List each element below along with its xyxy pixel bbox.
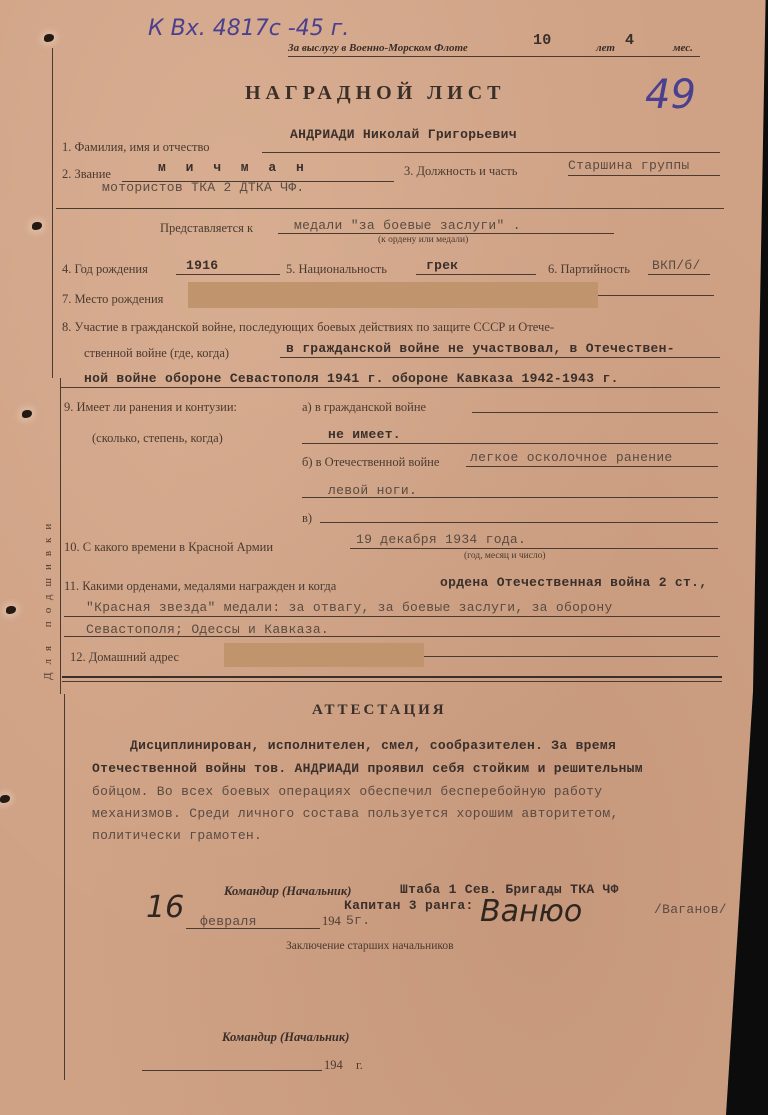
- footer-year: 194: [324, 1058, 343, 1072]
- birth-year-value: 1916: [186, 258, 219, 273]
- nomination-value: медали "за боевые заслуги" .: [294, 218, 521, 233]
- wounds-civil-line: [472, 412, 718, 413]
- margin-rule: [60, 378, 61, 694]
- nomination-label: Представляется к: [160, 221, 254, 235]
- commander-rank: Капитан 3 ранга:: [344, 898, 474, 913]
- service-months: 4: [625, 32, 635, 49]
- footer-date-line: [142, 1070, 322, 1071]
- wounds-civil-label: а) в гражданской войне: [302, 400, 427, 414]
- date-line: [186, 928, 320, 929]
- combat-line-2: [60, 387, 720, 388]
- years-label: лет: [596, 42, 615, 54]
- combat-value-2: ной войне обороне Севастополя 1941 г. обороне Кавказа 1942-1943 г.: [84, 371, 619, 386]
- birthplace-redaction: [188, 282, 598, 308]
- binding-hole-icon: [22, 410, 32, 418]
- birthplace-line: [598, 295, 714, 296]
- date-day: 16: [146, 890, 185, 925]
- binding-hole-icon: [32, 222, 42, 230]
- conclusion-label: Заключение старших начальников: [286, 940, 454, 952]
- margin-rule: [64, 694, 65, 1080]
- party-value: ВКП/б/: [652, 258, 701, 273]
- birth-year-line: [176, 274, 280, 275]
- service-since-line: [350, 548, 718, 549]
- party-line: [648, 274, 710, 275]
- section-divider: [56, 208, 724, 209]
- nationality-label: 5. Национальность: [286, 262, 387, 276]
- commander-unit: Штаба 1 Сев. Бригады ТКА ЧФ: [400, 882, 619, 897]
- full-name-line: [262, 152, 720, 153]
- birth-year-label: 4. Год рождения: [62, 262, 148, 276]
- footer-commander-label: Командир (Начальник): [222, 1030, 350, 1044]
- wounds-other-line: [320, 522, 718, 523]
- margin-rule: [52, 48, 53, 378]
- section-divider-double: [62, 681, 722, 682]
- address-redaction: [224, 643, 424, 667]
- wounds-war-label: б) в Отечественной войне: [302, 455, 440, 469]
- service-label: За выслугу в Военно-Морском Флоте: [288, 42, 468, 54]
- footer-year-suffix: г.: [356, 1058, 363, 1072]
- service-since-label: 10. С какого времени в Красной Армии: [64, 540, 274, 554]
- commander-label: Командир (Начальник): [224, 884, 352, 898]
- service-since-caption: (год, месяц и число): [464, 551, 546, 561]
- awards-value-2: "Красная звезда" медали: за отвагу, за боевые заслуги, за оборону: [86, 600, 613, 615]
- attestation-line: механизмов. Среди личного состава пользуется хорошим авторитетом,: [92, 806, 619, 821]
- rank-label: 2. Звание: [62, 167, 111, 181]
- combat-label-2: ственной войне (где, когда): [84, 346, 230, 360]
- nationality-value: грек: [426, 258, 459, 273]
- position-value-1: Старшина группы: [568, 158, 690, 173]
- signature: Ванюо: [480, 894, 583, 929]
- registration-note: К Вх. 4817с -45 г.: [148, 16, 350, 41]
- service-years: 10: [533, 32, 552, 49]
- binding-label: Для подшивки: [42, 515, 54, 680]
- attestation-line: Отечественной войны тов. АНДРИАДИ проявил себя стойким и решительным: [92, 761, 643, 776]
- position-line: [568, 175, 720, 176]
- wounds-civil-line-2: [302, 443, 718, 444]
- combat-label-1: 8. Участие в гражданской войне, последующих боевых действиях по защите СССР и Отече-: [62, 320, 555, 334]
- date-year-prefix: 194: [322, 914, 341, 928]
- binding-hole-icon: [44, 34, 54, 42]
- wounds-label: 9. Имеет ли ранения и контузии:: [64, 400, 237, 414]
- address-line: [424, 656, 718, 657]
- wounds-other-label: в): [302, 511, 313, 525]
- wounds-civil-value: не имеет.: [328, 427, 401, 442]
- awards-value-3: Севастополя; Одессы и Кавказа.: [86, 622, 330, 637]
- binding-hole-icon: [6, 606, 16, 614]
- nomination-caption: (к ордену или медали): [378, 235, 469, 245]
- combat-value-1: в гражданской войне не участвовал, в Отечествен-: [286, 341, 675, 356]
- awards-value-1: ордена Отечественная война 2 ст.,: [440, 575, 708, 590]
- attestation-line: Дисциплинирован, исполнителен, смел, сообразителен. За время: [130, 738, 617, 753]
- wounds-war-line-1: [466, 466, 718, 467]
- combat-line-1: [280, 357, 720, 358]
- date-month: февраля: [200, 914, 257, 929]
- rank-value: м и ч м а н: [158, 160, 310, 175]
- full-name-value: АНДРИАДИ Николай Григорьевич: [290, 127, 517, 142]
- position-value-2: мотористов ТКА 2 ДТКА ЧФ.: [102, 180, 305, 195]
- sheet-number: 49: [645, 72, 696, 118]
- party-label: 6. Партийность: [548, 262, 630, 276]
- nationality-line: [416, 274, 536, 275]
- date-year-suffix: 5г.: [346, 913, 371, 928]
- position-label: 3. Должность и часть: [404, 164, 518, 178]
- wounds-war-value-1: легкое осколочное ранение: [470, 450, 673, 465]
- months-label: мес.: [673, 42, 693, 54]
- page-title: НАГРАДНОЙ ЛИСТ: [245, 82, 506, 104]
- nomination-line: [278, 233, 614, 234]
- binding-hole-icon: [0, 795, 10, 803]
- awards-label: 11. Какими орденами, медалями награжден и когда: [64, 579, 337, 593]
- section-divider-double: [62, 676, 722, 678]
- address-label: 12. Домашний адрес: [70, 650, 180, 664]
- wounds-war-value-2: левой ноги.: [328, 483, 418, 498]
- wounds-sub-label: (сколько, степень, когда): [92, 431, 223, 445]
- wounds-war-line-2: [302, 497, 718, 498]
- attestation-title: АТТЕСТАЦИЯ: [312, 702, 447, 718]
- awards-line-3: [64, 636, 720, 637]
- commander-name: /Ваганов/: [654, 902, 727, 917]
- service-since-value: 19 декабря 1934 года.: [356, 532, 527, 547]
- birthplace-label: 7. Место рождения: [62, 292, 164, 306]
- awards-line-2: [64, 616, 720, 617]
- full-name-label: 1. Фамилия, имя и отчество: [62, 140, 210, 154]
- attestation-line: бойцом. Во всех боевых операциях обеспечил бесперебойную работу: [92, 784, 603, 799]
- attestation-line: политически грамотен.: [92, 828, 263, 843]
- service-underline: [288, 56, 700, 57]
